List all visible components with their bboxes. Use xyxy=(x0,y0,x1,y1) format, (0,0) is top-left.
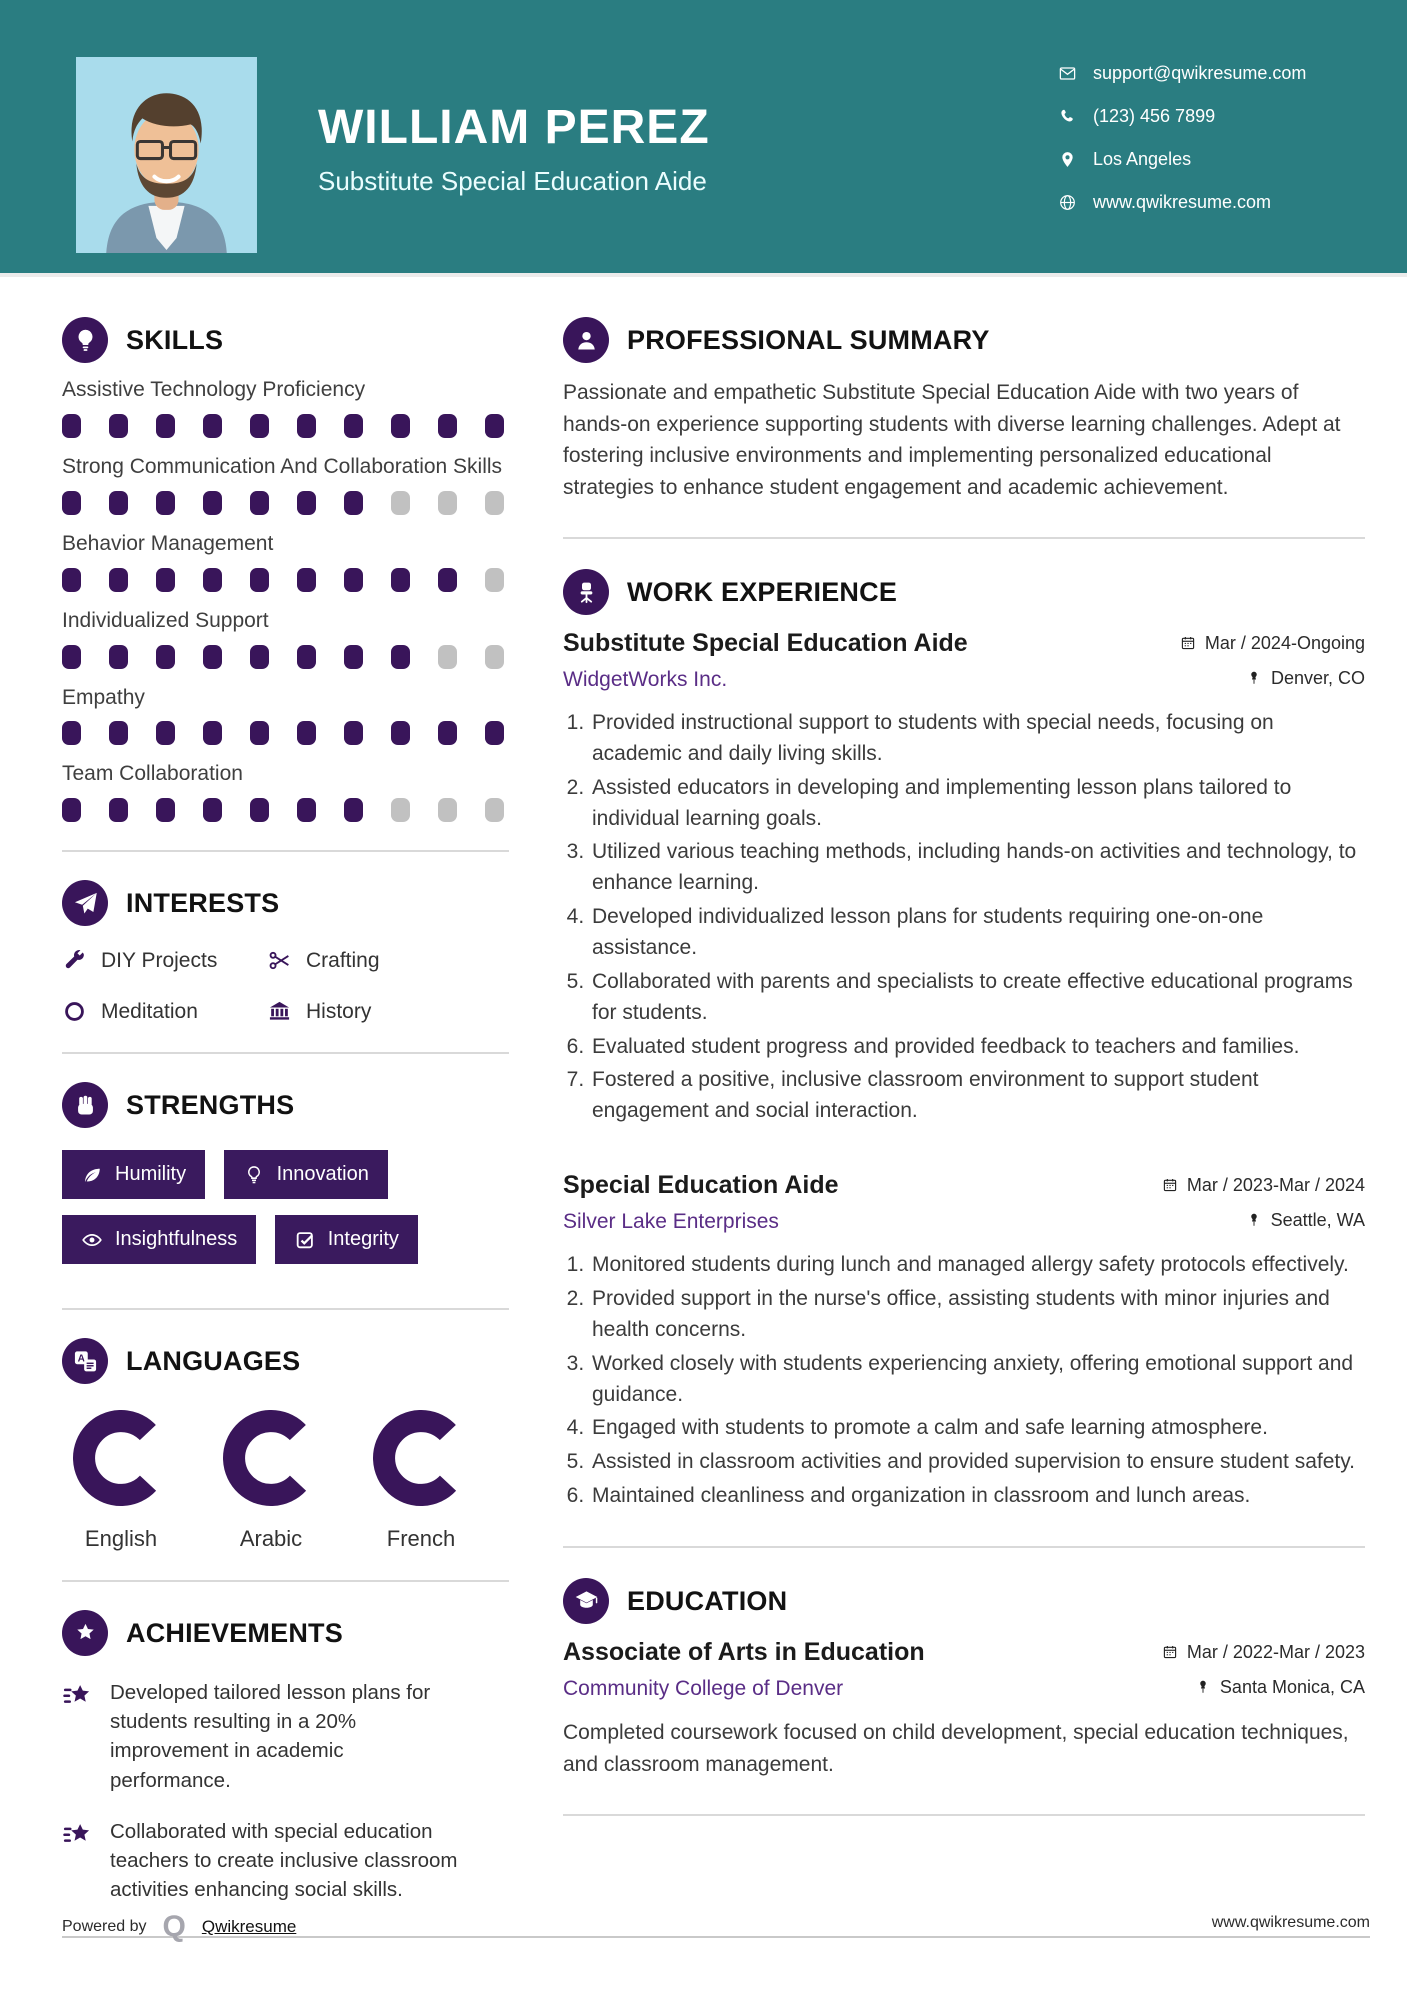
skill-dot-filled xyxy=(344,491,363,515)
achievements-list xyxy=(62,1678,509,1904)
job-company[interactable]: Silver Lake Enterprises xyxy=(563,1210,779,1234)
calendar-icon xyxy=(1162,1644,1178,1660)
skill-dot-filled xyxy=(109,491,128,515)
divider xyxy=(563,1814,1365,1816)
achievement-text: Collaborated with special education teachers to create inclusive classroom activities enhancing social skills. xyxy=(110,1819,458,1901)
skill-dot-filled xyxy=(156,414,175,438)
job-bullet: 1. Monitored students during lunch and managed allergy safety protocols effectively. xyxy=(590,1250,1365,1281)
education-description: Completed coursework focused on child development, special education techniques, and classroom management. xyxy=(563,1721,1349,1776)
footer xyxy=(62,1902,1370,1943)
skill-dot-filled xyxy=(109,721,128,745)
skills-header xyxy=(62,317,509,363)
skill-dot-filled xyxy=(297,491,316,515)
candidate-name: WILLIAM PEREZ xyxy=(318,101,710,154)
job-location: Seattle, WA xyxy=(1246,1210,1365,1231)
mail-icon xyxy=(1058,64,1077,83)
graduation-cap-icon xyxy=(563,1578,609,1624)
translate-icon xyxy=(62,1338,108,1384)
skill-dot-filled xyxy=(156,491,175,515)
skill-dot-filled xyxy=(344,568,363,592)
experience-heading: WORK EXPERIENCE xyxy=(627,576,898,607)
skill-dot-filled xyxy=(485,721,504,745)
job-entry xyxy=(563,1171,1365,1512)
right-column xyxy=(563,317,1365,1904)
interest-label: Meditation xyxy=(101,999,198,1023)
skill-dot-filled xyxy=(391,645,410,669)
job-entry xyxy=(563,629,1365,1127)
pushpin-icon xyxy=(1195,1679,1211,1695)
circle-icon xyxy=(62,999,87,1024)
bank-icon xyxy=(267,999,292,1024)
profile-photo xyxy=(76,57,257,253)
education-heading: EDUCATION xyxy=(627,1585,788,1616)
interest-item xyxy=(267,999,509,1024)
language-level-ring xyxy=(373,1410,469,1506)
phone-icon xyxy=(1058,107,1077,126)
calendar-icon xyxy=(1162,1177,1178,1193)
languages-header xyxy=(62,1338,509,1384)
achievements-section xyxy=(62,1610,509,1904)
interest-label: Crafting xyxy=(306,948,380,972)
job-bullet: 5. Assisted in classroom activities and provided supervision to ensure student safety. xyxy=(590,1447,1365,1478)
skill-label: Individualized Support xyxy=(62,608,269,632)
skill-dot-filled xyxy=(109,645,128,669)
powered-by-label: Powered by xyxy=(62,1918,147,1935)
languages-list xyxy=(62,1410,509,1552)
language-label: English xyxy=(84,1526,158,1552)
skill-dot-filled xyxy=(62,568,81,592)
summary-text: Passionate and empathetic Substitute Special Education Aide with two years of hands-on experience supporting students with diverse learning challenges. Adept at fostering inclusive environments and implementing personalized educational strategies to enhance student engagement and academic achievement. xyxy=(563,381,1341,499)
skill-dot-filled xyxy=(109,798,128,822)
skill-dot-filled xyxy=(109,414,128,438)
skill-dot-filled xyxy=(297,798,316,822)
divider xyxy=(62,1308,509,1310)
education-section xyxy=(563,1578,1365,1780)
job-bullet: 3. Utilized various teaching methods, including hands-on activities and technology, to enhance learning. xyxy=(590,837,1365,899)
skill-item xyxy=(62,685,509,746)
paper-plane-icon xyxy=(62,880,108,926)
skill-dot-filled xyxy=(250,721,269,745)
skill-label: Behavior Management xyxy=(62,531,274,555)
summary-section xyxy=(563,317,1365,503)
education-dates: Mar / 2022-Mar / 2023 xyxy=(1162,1642,1365,1663)
contact-value[interactable]: www.qwikresume.com xyxy=(1093,192,1272,212)
education-header xyxy=(563,1578,1365,1624)
skill-level xyxy=(62,414,509,438)
skill-dot-empty xyxy=(485,568,504,592)
skill-item xyxy=(62,531,509,592)
job-location: Denver, CO xyxy=(1246,668,1365,689)
footer-website[interactable]: www.qwikresume.com xyxy=(1211,1914,1370,1931)
skill-dot-filled xyxy=(344,798,363,822)
star-icon xyxy=(62,1610,108,1656)
wrench-icon xyxy=(62,948,87,973)
skill-dot-filled xyxy=(203,568,222,592)
skill-dot-empty xyxy=(485,491,504,515)
profile-photo-illustration xyxy=(76,57,257,253)
skill-dot-filled xyxy=(203,491,222,515)
skills-list xyxy=(62,377,509,822)
contact-value[interactable]: (123) 456 7899 xyxy=(1093,106,1216,126)
skill-dot-filled xyxy=(391,414,410,438)
skill-dot-filled xyxy=(250,568,269,592)
interest-label: History xyxy=(306,999,372,1023)
skill-dot-filled xyxy=(203,798,222,822)
language-label: French xyxy=(386,1526,456,1552)
experience-section xyxy=(563,569,1365,1512)
star-shoot-icon xyxy=(62,1819,94,1851)
pushpin-icon xyxy=(1246,1212,1262,1228)
skill-dot-filled xyxy=(62,414,81,438)
job-title: Substitute Special Education Aide xyxy=(563,629,968,657)
contact-list xyxy=(1058,52,1306,224)
skills-section xyxy=(62,317,509,822)
achievements-header xyxy=(62,1610,509,1656)
skill-dot-filled xyxy=(485,414,504,438)
pushpin-icon xyxy=(1246,670,1262,686)
skill-item xyxy=(62,608,509,669)
interest-label: DIY Projects xyxy=(101,948,218,972)
skill-dot-filled xyxy=(62,721,81,745)
interest-item xyxy=(267,948,509,973)
jobs-list xyxy=(563,629,1365,1512)
calendar-icon xyxy=(1180,635,1196,651)
globe-icon xyxy=(1058,193,1077,212)
powered-by xyxy=(62,1912,296,1942)
eye-icon xyxy=(81,1229,103,1251)
summary-header xyxy=(563,317,1365,363)
divider xyxy=(62,1052,509,1054)
skill-dot-filled xyxy=(250,491,269,515)
skill-dot-empty xyxy=(485,645,504,669)
skill-dot-filled xyxy=(344,645,363,669)
lightbulb-icon xyxy=(62,317,108,363)
divider xyxy=(62,850,509,852)
skills-heading: SKILLS xyxy=(126,324,224,355)
achievements-heading: ACHIEVEMENTS xyxy=(126,1617,343,1648)
leaf-icon xyxy=(81,1164,103,1186)
education-entry xyxy=(563,1638,1365,1780)
strength-badge xyxy=(62,1150,205,1199)
interests-header xyxy=(62,880,509,926)
interest-item xyxy=(62,948,267,973)
skill-dot-filled xyxy=(156,568,175,592)
fist-icon xyxy=(62,1082,108,1128)
skill-dot-filled xyxy=(438,721,457,745)
skill-label: Strong Communication And Collaboration Skills xyxy=(62,454,503,478)
bulbline-icon xyxy=(243,1164,265,1186)
skill-dot-filled xyxy=(297,414,316,438)
contact-item[interactable] xyxy=(1058,181,1306,224)
job-bullet: 5. Collaborated with parents and specialists to create effective educational programs for students. xyxy=(590,967,1365,1029)
divider xyxy=(62,1580,509,1582)
job-bullet: 6. Maintained cleanliness and organization in classroom and lunch areas. xyxy=(590,1481,1365,1512)
interests-section xyxy=(62,880,509,1024)
skill-dot-empty xyxy=(485,798,504,822)
skill-dot-filled xyxy=(297,721,316,745)
scissors-icon xyxy=(267,948,292,973)
skill-dot-empty xyxy=(438,798,457,822)
job-bullets xyxy=(563,708,1365,1127)
job-title: Special Education Aide xyxy=(563,1171,839,1200)
skill-dot-filled xyxy=(62,491,81,515)
skill-dot-filled xyxy=(156,721,175,745)
language-level-ring xyxy=(223,1410,319,1506)
language-item xyxy=(62,1410,180,1552)
skill-dot-empty xyxy=(438,645,457,669)
skill-dot-filled xyxy=(344,414,363,438)
skill-dot-filled xyxy=(438,414,457,438)
skill-dot-filled xyxy=(250,645,269,669)
divider xyxy=(563,537,1365,539)
job-bullet: 4. Engaged with students to promote a calm and safe learning atmosphere. xyxy=(590,1413,1365,1444)
skill-item xyxy=(62,454,509,515)
qwikresume-link[interactable]: Qwikresume xyxy=(201,1917,297,1936)
identity-block xyxy=(318,101,710,197)
skill-label: Empathy xyxy=(62,685,145,709)
languages-section xyxy=(62,1338,509,1552)
strengths-header xyxy=(62,1082,509,1128)
strength-badge xyxy=(62,1215,256,1264)
skill-dot-filled xyxy=(391,568,410,592)
achievement-text: Developed tailored lesson plans for students resulting in a 20% improvement in academic performance. xyxy=(110,1681,431,1792)
job-bullet: 7. Fostered a positive, inclusive classroom environment to support student engagement and social interaction. xyxy=(590,1065,1365,1127)
job-bullet: 2. Provided support in the nurse's office, assisting students with minor injuries and health concerns. xyxy=(590,1284,1365,1346)
qwikresume-logo: Q xyxy=(162,1910,186,1943)
interest-item xyxy=(62,999,267,1024)
skill-dot-filled xyxy=(203,414,222,438)
star-shoot-icon xyxy=(62,1680,94,1712)
skill-dot-filled xyxy=(250,414,269,438)
job-bullets xyxy=(563,1250,1365,1512)
skill-dot-empty xyxy=(438,491,457,515)
contact-item[interactable] xyxy=(1058,95,1306,138)
achievement-item xyxy=(62,1678,509,1794)
strength-label: Insightfulness xyxy=(115,1228,238,1251)
contact-value[interactable]: support@qwikresume.com xyxy=(1093,63,1307,83)
strength-badge xyxy=(224,1150,388,1199)
skill-level xyxy=(62,568,509,592)
skill-dot-filled xyxy=(203,721,222,745)
contact-item[interactable] xyxy=(1058,52,1306,95)
skill-dot-empty xyxy=(391,491,410,515)
skill-dot-filled xyxy=(344,721,363,745)
office-chair-icon xyxy=(563,569,609,615)
skill-dot-filled xyxy=(297,645,316,669)
content xyxy=(0,273,1407,1904)
skill-level xyxy=(62,491,509,515)
skill-dot-filled xyxy=(438,568,457,592)
candidate-title: Substitute Special Education Aide xyxy=(318,166,707,196)
strength-label: Integrity xyxy=(327,1228,399,1251)
summary-heading: PROFESSIONAL SUMMARY xyxy=(627,324,990,355)
strength-label: Innovation xyxy=(276,1163,369,1186)
achievement-item xyxy=(62,1817,509,1904)
skill-item xyxy=(62,377,509,438)
skill-label: Team Collaboration xyxy=(62,762,243,786)
skill-dot-empty xyxy=(391,798,410,822)
skill-dot-filled xyxy=(62,645,81,669)
job-dates: Mar / 2023-Mar / 2024 xyxy=(1162,1175,1365,1196)
job-bullet: 2. Assisted educators in developing and implementing lesson plans tailored to individual learning goals. xyxy=(590,773,1365,835)
language-level-ring xyxy=(73,1410,169,1506)
job-bullet: 4. Developed individualized lesson plans for students requiring one-on-one assistance. xyxy=(590,902,1365,964)
strengths-heading: STRENGTHS xyxy=(126,1089,295,1120)
skill-dot-filled xyxy=(62,798,81,822)
contact-value[interactable]: Los Angeles xyxy=(1093,149,1192,169)
contact-item[interactable] xyxy=(1058,138,1306,181)
language-label: Arabic xyxy=(239,1526,303,1552)
job-bullet: 6. Evaluated student progress and provided feedback to teachers and families. xyxy=(590,1032,1365,1063)
skill-dot-filled xyxy=(109,568,128,592)
left-column xyxy=(62,317,509,1904)
skill-level xyxy=(62,645,509,669)
header xyxy=(0,0,1407,273)
skill-dot-filled xyxy=(156,645,175,669)
strength-label: Humility xyxy=(115,1163,187,1186)
skill-dot-filled xyxy=(297,568,316,592)
experience-header xyxy=(563,569,1365,615)
language-item xyxy=(362,1410,480,1552)
check-icon xyxy=(294,1229,316,1251)
job-bullet: 3. Worked closely with students experiencing anxiety, offering emotional support and guidance. xyxy=(590,1349,1365,1411)
education-school[interactable]: Community College of Denver xyxy=(563,1677,844,1701)
skill-dot-filled xyxy=(391,721,410,745)
job-company[interactable]: WidgetWorks Inc. xyxy=(563,668,728,691)
skill-level xyxy=(62,721,509,745)
strengths-list xyxy=(62,1150,509,1280)
strength-badge xyxy=(275,1215,418,1264)
skill-dot-filled xyxy=(156,798,175,822)
person-icon xyxy=(563,317,609,363)
divider xyxy=(563,1546,1365,1548)
skill-dot-filled xyxy=(250,798,269,822)
interests-heading: INTERESTS xyxy=(126,887,280,918)
job-bullet: 1. Provided instructional support to students with special needs, focusing on academic and daily living skills. xyxy=(590,708,1365,770)
skill-dot-filled xyxy=(203,645,222,669)
interests-list xyxy=(62,948,509,1024)
education-location: Santa Monica, CA xyxy=(1195,1677,1365,1698)
loc-icon xyxy=(1058,150,1077,169)
skill-label: Assistive Technology Proficiency xyxy=(62,378,366,401)
language-item xyxy=(212,1410,330,1552)
strengths-section xyxy=(62,1082,509,1280)
skill-level xyxy=(62,798,509,822)
languages-heading: LANGUAGES xyxy=(126,1345,301,1376)
job-dates: Mar / 2024-Ongoing xyxy=(1180,633,1365,654)
education-degree: Associate of Arts in Education xyxy=(563,1638,925,1667)
skill-item xyxy=(62,761,509,822)
